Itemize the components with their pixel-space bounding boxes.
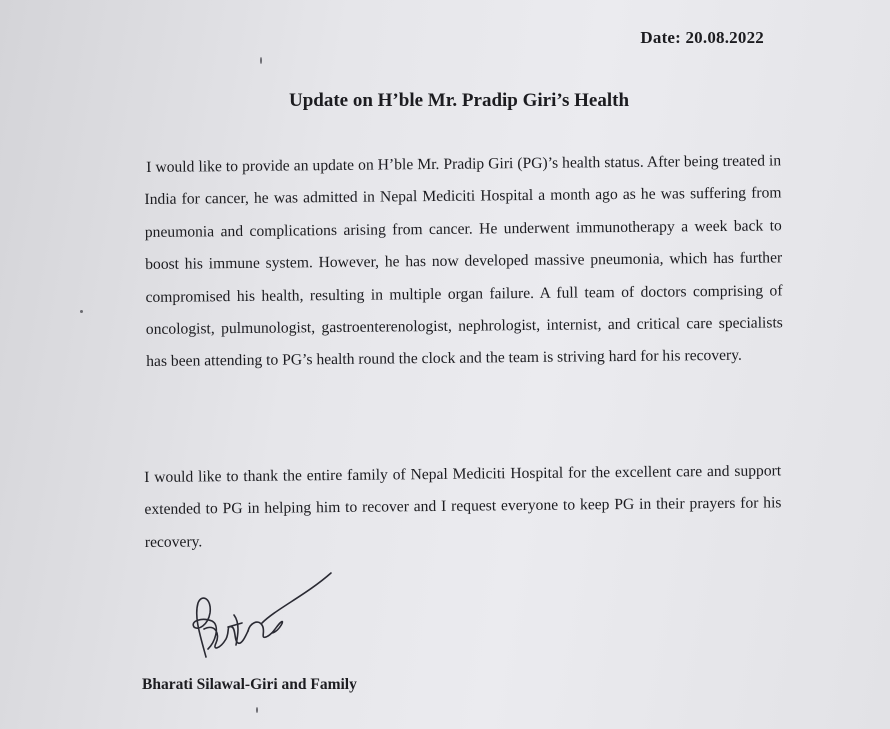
signer-name: Bharati Silawal-Giri and Family (142, 676, 357, 693)
letter-title: Update on H’ble Mr. Pradip Giri’s Health (288, 90, 630, 111)
paper-mark (80, 310, 83, 313)
paper-mark (256, 707, 258, 713)
letter-date: Date: 20.08.2022 (640, 28, 764, 47)
letter-paragraph-1: I would like to provide an update on H’ble Mr. Pradip Giri (PG)’s health status. After being treated in India for cancer, he was admitted in Nepal Mediciti Hospital a month ago as he was suffering from pneumonia and complications arising from cancer. He underwent immunotherapy a week back to boost his immune system. However, he has now developed massive pneumonia, which has further compromised his health, resulting in multiple organ failure. A full team of doctors comprising of oncologist, pulmunologist, gastroenterenologist, nephrologist, internist, and critical care specialists has been attending to PG’s health round the clock and the team is striving hard for his recovery. (144, 152, 783, 371)
handwritten-signature (176, 565, 346, 670)
paper-mark (260, 57, 262, 64)
letter-paragraph-2: I would like to thank the entire family of Nepal Mediciti Hospital for the excellent care and support extended to PG in helping him to recover and I request everyone to keep PG in their prayers for his recovery. (144, 462, 782, 551)
